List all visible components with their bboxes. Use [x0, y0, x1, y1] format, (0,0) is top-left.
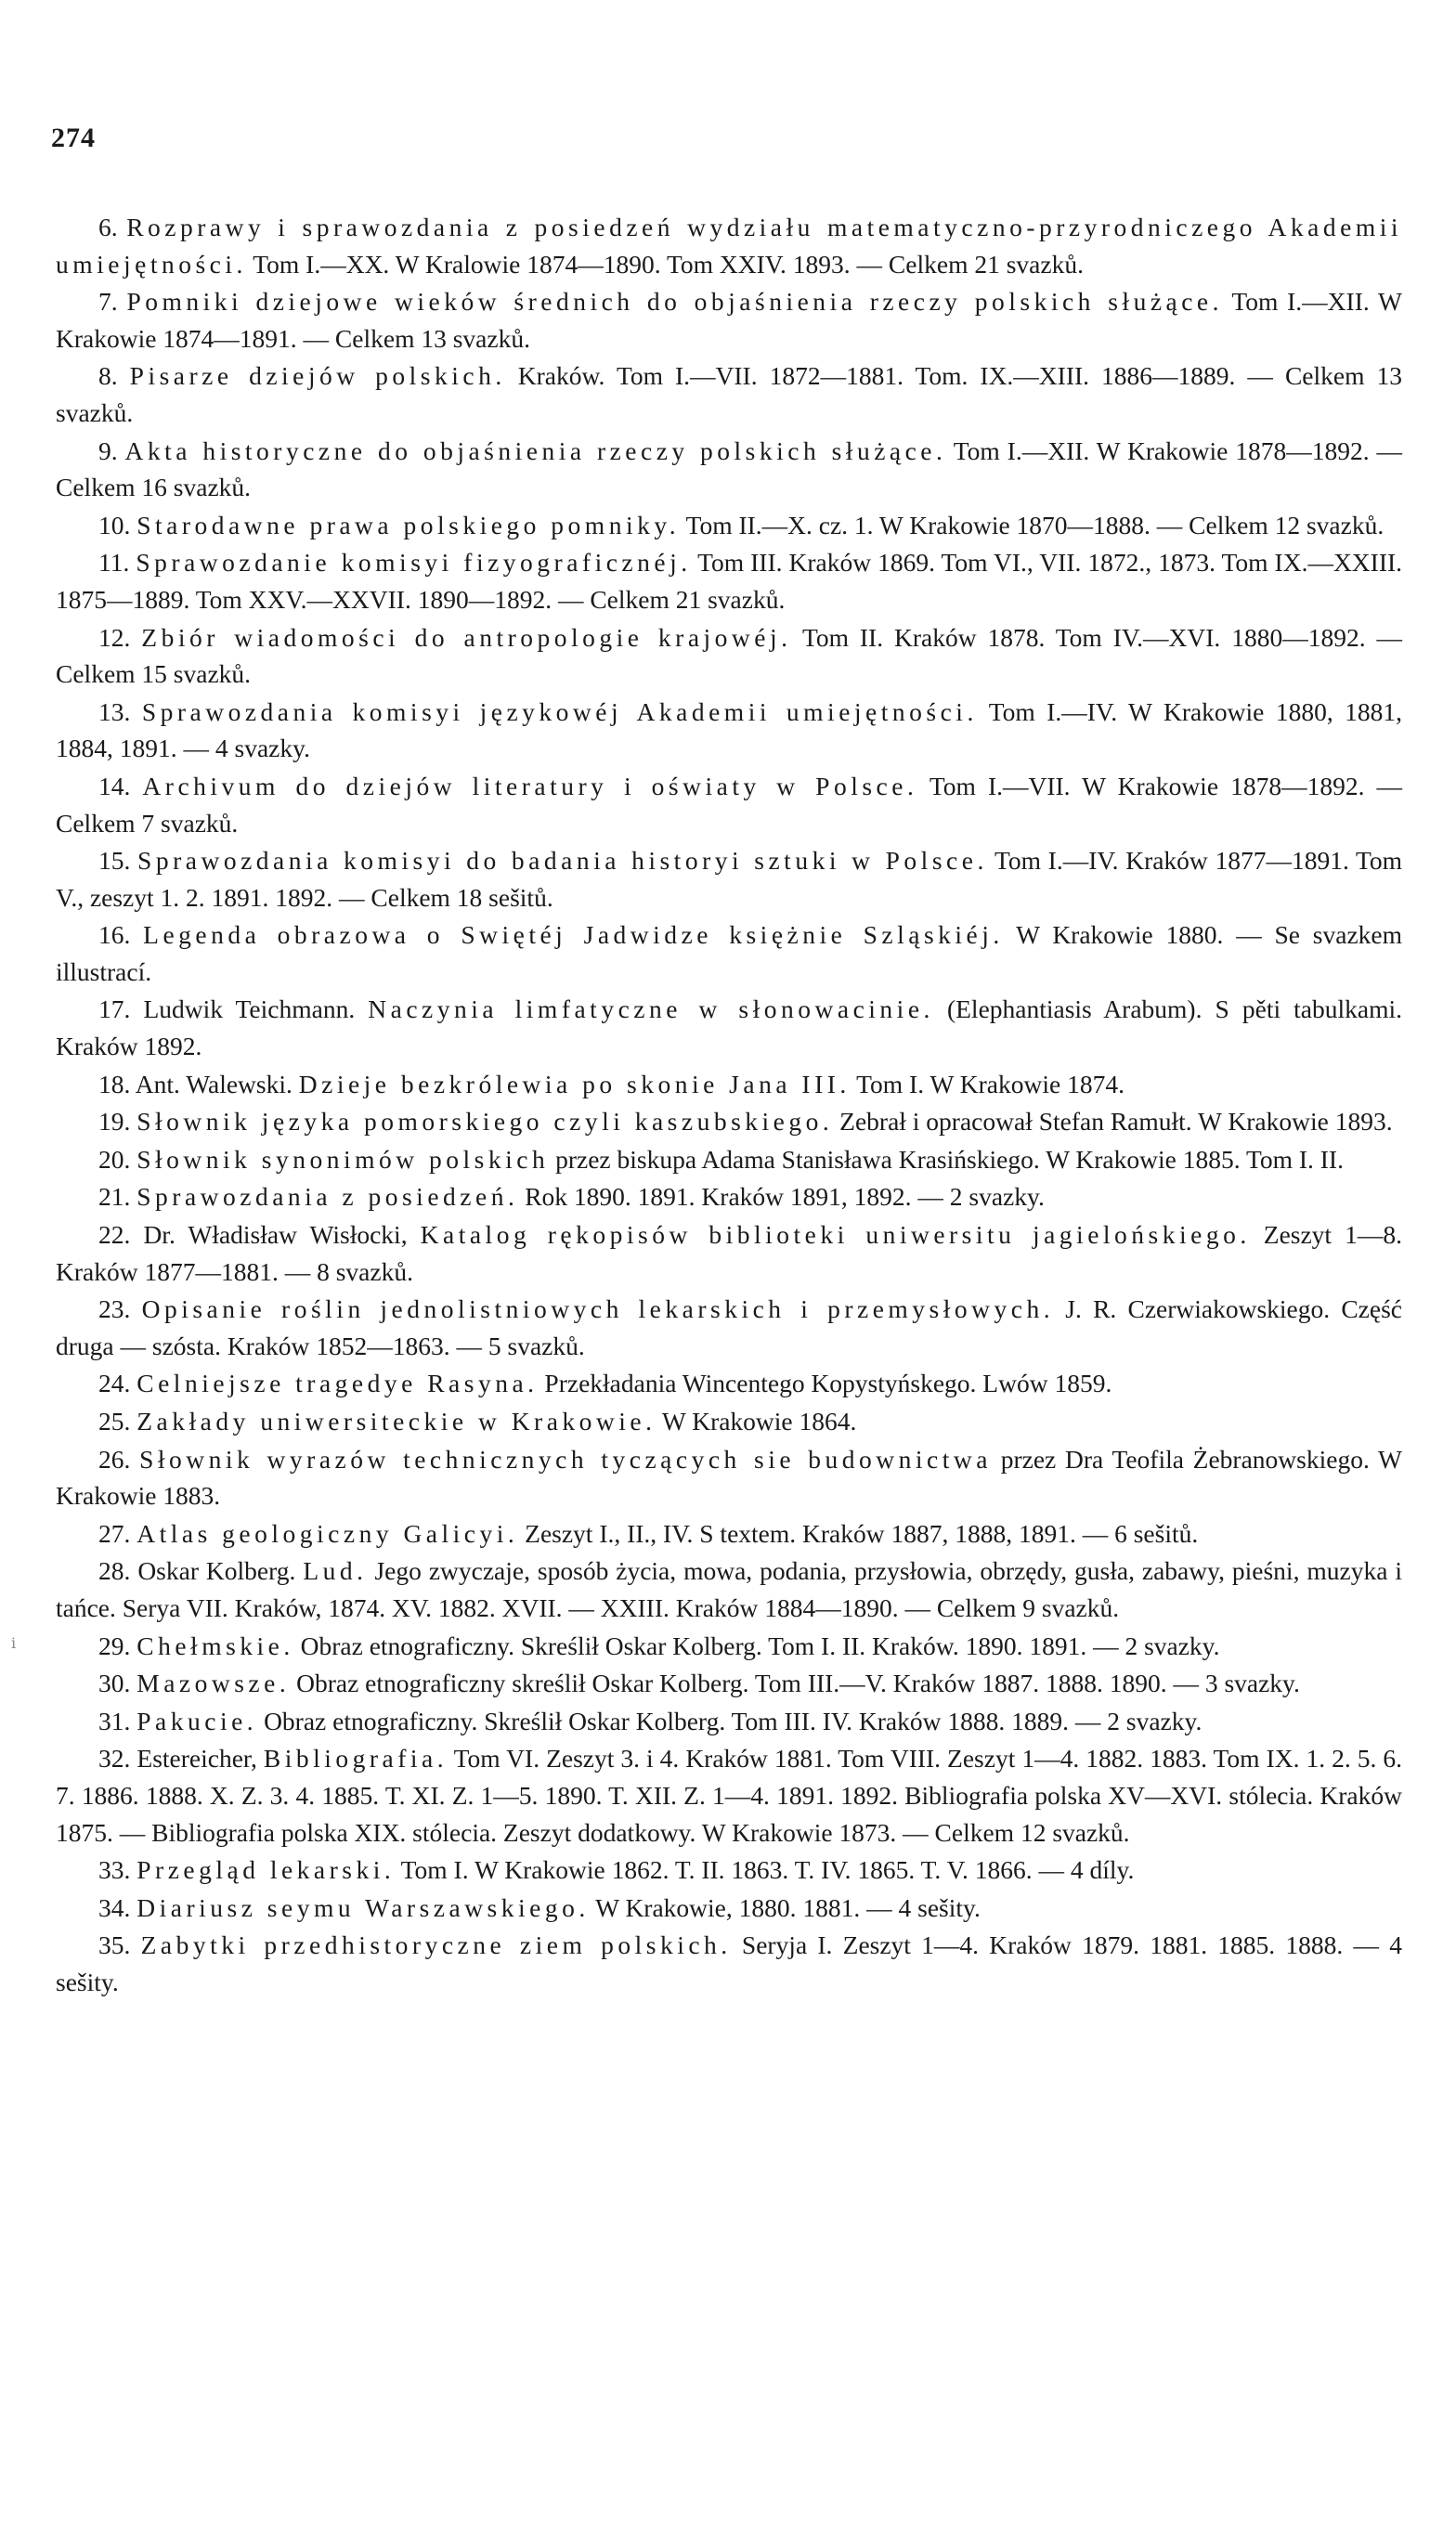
entry-title: Chełmskie.: [136, 1631, 294, 1660]
bibliography-entry: [56, 1665, 1402, 1702]
entry-details: przez Dra Teofila Żebranowskiego. W Krakowie 1883.: [56, 1444, 1403, 1511]
bibliography-entry: [56, 1178, 1402, 1215]
entry-details: Tom I.—XX. W Kralowie 1874—1890. Tom XXIV. 1893. — Celkem 21 svazků.: [246, 249, 1084, 279]
entry-number: 11.: [98, 548, 136, 578]
entry-number: 7.: [98, 287, 127, 317]
entry-details: Obraz etnograficzny. Skreślił Oskar Kolberg. Tom III. IV. Kraków 1888. 1889. — 2 svazky.: [257, 1706, 1202, 1735]
entry-number: 27.: [98, 1518, 137, 1548]
bibliography-entry: [56, 1141, 1402, 1178]
entry-details: W Krakowie 1880. — Se svazkem illustrací.: [56, 920, 1402, 986]
bibliography-entry: [56, 1852, 1402, 1889]
bibliography-entry: [56, 1066, 1402, 1103]
entry-number: 24.: [98, 1369, 137, 1398]
entry-number: 30.: [98, 1669, 137, 1698]
entry-details: Tom I. W Krakowie 1874.: [850, 1069, 1124, 1098]
bibliography-entry: [56, 1703, 1402, 1740]
entry-title: Archivum do dziejów literatury i oświaty w Polsce.: [142, 771, 918, 800]
entry-number: 33.: [98, 1855, 137, 1885]
bibliography-entry: [56, 1740, 1402, 1851]
entry-details: Kraków. Tom I.—VII. 1872—1881. Tom. IX.—XIII. 1886—1889. — Celkem 13 svazků.: [56, 361, 1403, 427]
entry-title: Opisanie roślin jednolistniowych lekarskich i przemysłowych.: [141, 1294, 1055, 1324]
bibliography-entry: [56, 1403, 1402, 1440]
entry-title: Lud.: [303, 1556, 368, 1586]
entry-title: Mazowsze.: [136, 1669, 291, 1698]
entry-details: Tom I.—VII. W Krakowie 1878—1892. — Celkem 7 svazků.: [56, 771, 1403, 838]
entry-details: Tom I. W Krakowie 1862. T. II. 1863. T. IV. 1865. T. V. 1866. — 4 díly.: [395, 1855, 1135, 1885]
entry-author: Estereicher,: [136, 1744, 264, 1774]
entry-number: 26.: [98, 1444, 140, 1474]
entry-title: Zbiór wiadomości do antropologie krajowéj.: [141, 622, 792, 652]
bibliography-entry: [56, 991, 1402, 1064]
entry-number: 16.: [98, 920, 144, 950]
bibliography-entry: [56, 433, 1402, 506]
bibliography-entry: [56, 916, 1402, 990]
entry-details: Tom I.—XII. W Krakowie 1878—1892. — Celkem 16 svazků.: [56, 435, 1403, 502]
bibliography-entry: [56, 544, 1402, 617]
entry-details: Seryja I. Zeszyt 1—4. Kraków 1879. 1881. 1885. 1888. — 4 sešity.: [56, 1930, 1403, 1996]
entry-title: Zabytki przedhistoryczne ziem polskich.: [140, 1930, 732, 1960]
entry-details: W Krakowie, 1880. 1881. — 4 sešity.: [589, 1892, 981, 1922]
entry-details: Zeszyt 1—8. Kraków 1877—1881. — 8 svazků.: [56, 1220, 1402, 1286]
entry-details: Tom I.—IV. Kraków 1877—1891. Tom V., zeszyt 1. 2. 1891. 1892. — Celkem 18 sešitů.: [56, 846, 1403, 912]
entry-title: Pisarze dziejów polskich.: [129, 361, 506, 391]
entry-title: Zakłady uniwersiteckie w Krakowie.: [136, 1407, 656, 1436]
entry-details: W Krakowie 1864.: [656, 1407, 857, 1436]
bibliography-entry: [56, 1927, 1402, 2000]
bibliography-entry: [56, 1291, 1402, 1364]
entry-author: Dr. Władisław Wisłocki,: [143, 1220, 421, 1250]
entry-number: 6.: [98, 213, 127, 241]
entry-title: Pomniki dziejowe wieków średnich do objaśnienia rzeczy polskich służące.: [126, 287, 1224, 317]
entry-details: Tom II.—X. cz. 1. W Krakowie 1870—1888. — Celkem 12 svazků.: [680, 510, 1384, 539]
entry-number: 10.: [98, 510, 137, 539]
bibliography-list: [56, 209, 1402, 2002]
entry-details: (Elephantiasis Arabum). S pěti tabulkami. Kraków 1892.: [56, 994, 1403, 1061]
entry-number: 18.: [98, 1069, 136, 1098]
entry-title: Słownik języka pomorskiego czyli kaszubskiego.: [136, 1107, 834, 1137]
bibliography-entry: [56, 1628, 1402, 1665]
entry-author: Oskar Kolberg.: [137, 1556, 304, 1586]
entry-number: 34.: [98, 1892, 137, 1922]
bibliography-entry: [56, 507, 1402, 544]
bibliography-entry: [56, 1103, 1402, 1140]
entry-number: 14.: [98, 771, 143, 800]
entry-number: 15.: [98, 846, 138, 876]
entry-title: Sprawozdanie komisyi fizyograficznéj.: [136, 548, 692, 578]
page-number: 274: [51, 123, 96, 153]
bibliography-entry: [56, 1515, 1402, 1553]
entry-number: 28.: [98, 1556, 138, 1586]
entry-details: Obraz etnograficzny skreślił Oskar Kolberg. Tom III.—V. Kraków 1887. 1888. 1890. — 3 svazky.: [290, 1669, 1300, 1698]
entry-title: Pakucie.: [136, 1706, 258, 1735]
entry-number: 22.: [98, 1220, 144, 1250]
bibliography-entry: [56, 1553, 1402, 1626]
bibliography-entry: [56, 768, 1402, 841]
entry-title: Atlas geologiczny Galicyi.: [136, 1518, 519, 1548]
entry-number: 17.: [98, 994, 144, 1024]
entry-number: 21.: [98, 1182, 137, 1212]
entry-title: Diariusz seymu Warszawskiego.: [136, 1892, 590, 1922]
entry-details: J. R. Czerwiakowskiego. Część druga — szósta. Kraków 1852—1863. — 5 svazků.: [56, 1294, 1403, 1360]
entry-details: Tom I.—IV. W Krakowie 1880, 1881, 1884, 1891. — 4 svazky.: [56, 696, 1403, 763]
entry-details: Tom II. Kraków 1878. Tom IV.—XVI. 1880—1892. — Celkem 15 svazků.: [56, 622, 1403, 689]
entry-title: Naczynia limfatyczne w słonowacinie.: [368, 994, 934, 1024]
bibliography-entry: [56, 357, 1402, 431]
entry-title: Akta historyczne do objaśnienia rzeczy polskich służące.: [124, 435, 947, 465]
entry-details: Tom III. Kraków 1869. Tom VI., VII. 1872., 1873. Tom IX.—XXIII. 1875—1889. Tom XXV.—XXVII. 1890—1892. — Celkem 21 svazků.: [56, 548, 1403, 614]
bibliography-entry: [56, 1216, 1402, 1290]
entry-details: Zeszyt I., II., IV. S textem. Kraków 1887, 1888, 1891. — 6 sešitů.: [518, 1518, 1199, 1548]
entry-title: Legenda obrazowa o Swiętéj Jadwidze księżnie Szląskiéj.: [143, 920, 1004, 950]
entry-number: 31.: [98, 1706, 137, 1735]
entry-number: 32.: [98, 1744, 137, 1774]
entry-details: Zebrał i opracował Stefan Ramułt. W Krakowie 1893.: [833, 1107, 1393, 1137]
bibliography-entry: [56, 1441, 1402, 1514]
entry-details: Jego zwyczaje, sposób życia, mowa, podania, przysłowia, obrzędy, gusła, zabawy, pieśni, muzyka i tańce. Serya VII. Kraków, 1874. XV. 1882. XVII. — XXIII. Kraków 1884—1890. — Celkem 9 svazků.: [56, 1556, 1403, 1622]
entry-details: Obraz etnograficzny. Skreślił Oskar Kolberg. Tom I. II. Kraków. 1890. 1891. — 2 svazky.: [293, 1631, 1220, 1660]
bibliography-entry: [56, 694, 1402, 767]
entry-number: 13.: [98, 696, 142, 726]
entry-details: Rok 1890. 1891. Kraków 1891, 1892. — 2 svazky.: [518, 1182, 1045, 1212]
entry-details: przez biskupa Adama Stanisława Krasińskiego. W Krakowie 1885. Tom I. II.: [549, 1144, 1344, 1174]
entry-number: 20.: [98, 1144, 137, 1174]
entry-title: Słownik wyrazów technicznych tyczących sie budownictwa: [139, 1444, 992, 1474]
entry-title: Przegląd lekarski.: [136, 1855, 396, 1885]
entry-title: Słownik synonimów polskich: [136, 1144, 550, 1174]
entry-title: Sprawozdania z posiedzeń.: [136, 1182, 519, 1212]
entry-title: Bibliografia.: [263, 1744, 448, 1774]
entry-title: Sprawozdania komisyi językowéj Akademii umiejętności.: [141, 696, 978, 726]
bibliography-entry: [56, 283, 1402, 357]
entry-number: 12.: [98, 622, 142, 652]
entry-author: Ludwik Teichmann.: [143, 994, 369, 1024]
entry-number: 23.: [98, 1294, 142, 1324]
entry-title: Celniejsze tragedye Rasyna.: [136, 1369, 539, 1398]
bibliography-entry: [56, 842, 1402, 916]
bibliography-entry: [56, 1365, 1402, 1402]
entry-title: Katalog rękopisów biblioteki uniwersitu jagielońskiego.: [420, 1220, 1251, 1250]
entry-number: 19.: [98, 1107, 137, 1137]
entry-number: 9.: [98, 435, 125, 465]
entry-title: Starodawne prawa polskiego pomniky.: [136, 510, 681, 539]
entry-author: Ant. Walewski.: [135, 1069, 299, 1098]
entry-details: Tom VI. Zeszyt 3. i 4. Kraków 1881. Tom VIII. Zeszyt 1—4. 1882. 1883. Tom IX. 1. 2. 5. 6. 7. 1886. 1888. X. Z. 3. 4. 1885. T. XI. Z. 1—5. 1890. T. XII. Z. 1—4. 1891. 1892. Bibliografia polska XV—XVI. stólecia. Kraków 1875. — Bibliografia polska XIX. stólecia. Zeszyt dodatkowy. W Krakowie 1873. — Celkem 12 svazků.: [56, 1744, 1403, 1847]
entry-title: Sprawozdania komisyi do badania historyi sztuki w Polsce.: [137, 846, 988, 876]
entry-number: 29.: [98, 1631, 137, 1660]
margin-mark: ⅰ: [11, 1636, 17, 1652]
entry-details: Przekładania Wincentego Kopystyńskego. Lwów 1859.: [538, 1369, 1112, 1398]
bibliography-entry: [56, 209, 1402, 282]
bibliography-entry: [56, 619, 1402, 693]
entry-title: Dzieje bezkrólewia po skonie Jana III.: [298, 1069, 851, 1098]
bibliography-entry: [56, 1890, 1402, 1927]
entry-title: Rozprawy i sprawozdania z posiedzeń wydziału matematyczno-przyrodniczego Akademii umiejętności.: [56, 213, 1403, 279]
entry-number: 35.: [98, 1930, 141, 1960]
entry-number: 25.: [98, 1407, 137, 1436]
entry-details: Tom I.—XII. W Krakowie 1874—1891. — Celkem 13 svazků.: [56, 287, 1402, 353]
entry-number: 8.: [98, 361, 130, 391]
